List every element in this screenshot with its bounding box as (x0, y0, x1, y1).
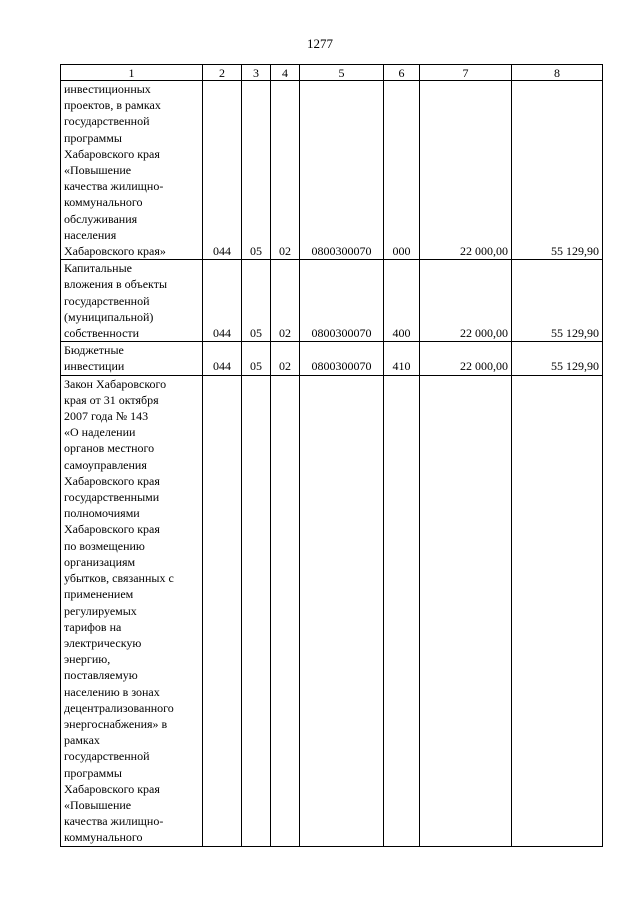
table-row (61, 375, 603, 846)
code-target-article: 0800300070 (300, 260, 384, 342)
row-name: Капитальные вложения в объекты государственной (муниципальной) собственности (61, 260, 203, 342)
code-target-article: 0800300070 (300, 81, 384, 260)
code-expense-type: 410 (384, 342, 420, 375)
code-expense-type (384, 375, 420, 846)
row-name: инвестиционных проектов, в рамках государственной программы Хабаровского края «Повышение качества жилищно- коммунального обслуживания населения Хабаровского края» (61, 81, 203, 260)
code-subsection (271, 375, 300, 846)
code-subsection: 02 (271, 81, 300, 260)
code-expense-type: 000 (384, 81, 420, 260)
amount-col-8: 55 129,90 (512, 342, 603, 375)
code-section: 05 (242, 342, 271, 375)
code-section: 05 (242, 260, 271, 342)
amount-col-8 (512, 375, 603, 846)
column-header-7: 7 (420, 65, 512, 81)
column-header-1: 1 (61, 65, 203, 81)
column-header-8: 8 (512, 65, 603, 81)
code-target-article: 0800300070 (300, 342, 384, 375)
amount-col-7: 22 000,00 (420, 81, 512, 260)
table-row (61, 342, 603, 375)
amount-col-8: 55 129,90 (512, 260, 603, 342)
code-subsection: 02 (271, 342, 300, 375)
column-header-4: 4 (271, 65, 300, 81)
code-section: 05 (242, 81, 271, 260)
code-ministry: 044 (203, 260, 242, 342)
column-header-6: 6 (384, 65, 420, 81)
table-header-row (61, 65, 603, 81)
column-header-5: 5 (300, 65, 384, 81)
code-subsection: 02 (271, 260, 300, 342)
table-row (61, 260, 603, 342)
code-target-article (300, 375, 384, 846)
amount-col-7 (420, 375, 512, 846)
table-row (61, 81, 603, 260)
column-header-2: 2 (203, 65, 242, 81)
amount-col-7: 22 000,00 (420, 342, 512, 375)
code-ministry: 044 (203, 81, 242, 260)
code-ministry (203, 375, 242, 846)
code-expense-type: 400 (384, 260, 420, 342)
code-ministry: 044 (203, 342, 242, 375)
row-name: Бюджетные инвестиции (61, 342, 203, 375)
amount-col-7: 22 000,00 (420, 260, 512, 342)
column-header-3: 3 (242, 65, 271, 81)
code-section (242, 375, 271, 846)
budget-table (60, 64, 603, 847)
page-number: 1277 (307, 36, 333, 51)
row-name: Закон Хабаровского края от 31 октября 2007 года № 143 «О наделении органов местного самоуправления Хабаровского края государственными полномочиями Хабаровского края по возмещению организациям убытков, связанных с применением регулируемых тарифов на электрическую энергию, поставляемую населению в зонах децентрализованного энергоснабжения» в рамках государственной программы Хабаровского края «Повышение качества жилищно- коммунального (61, 375, 203, 846)
amount-col-8: 55 129,90 (512, 81, 603, 260)
